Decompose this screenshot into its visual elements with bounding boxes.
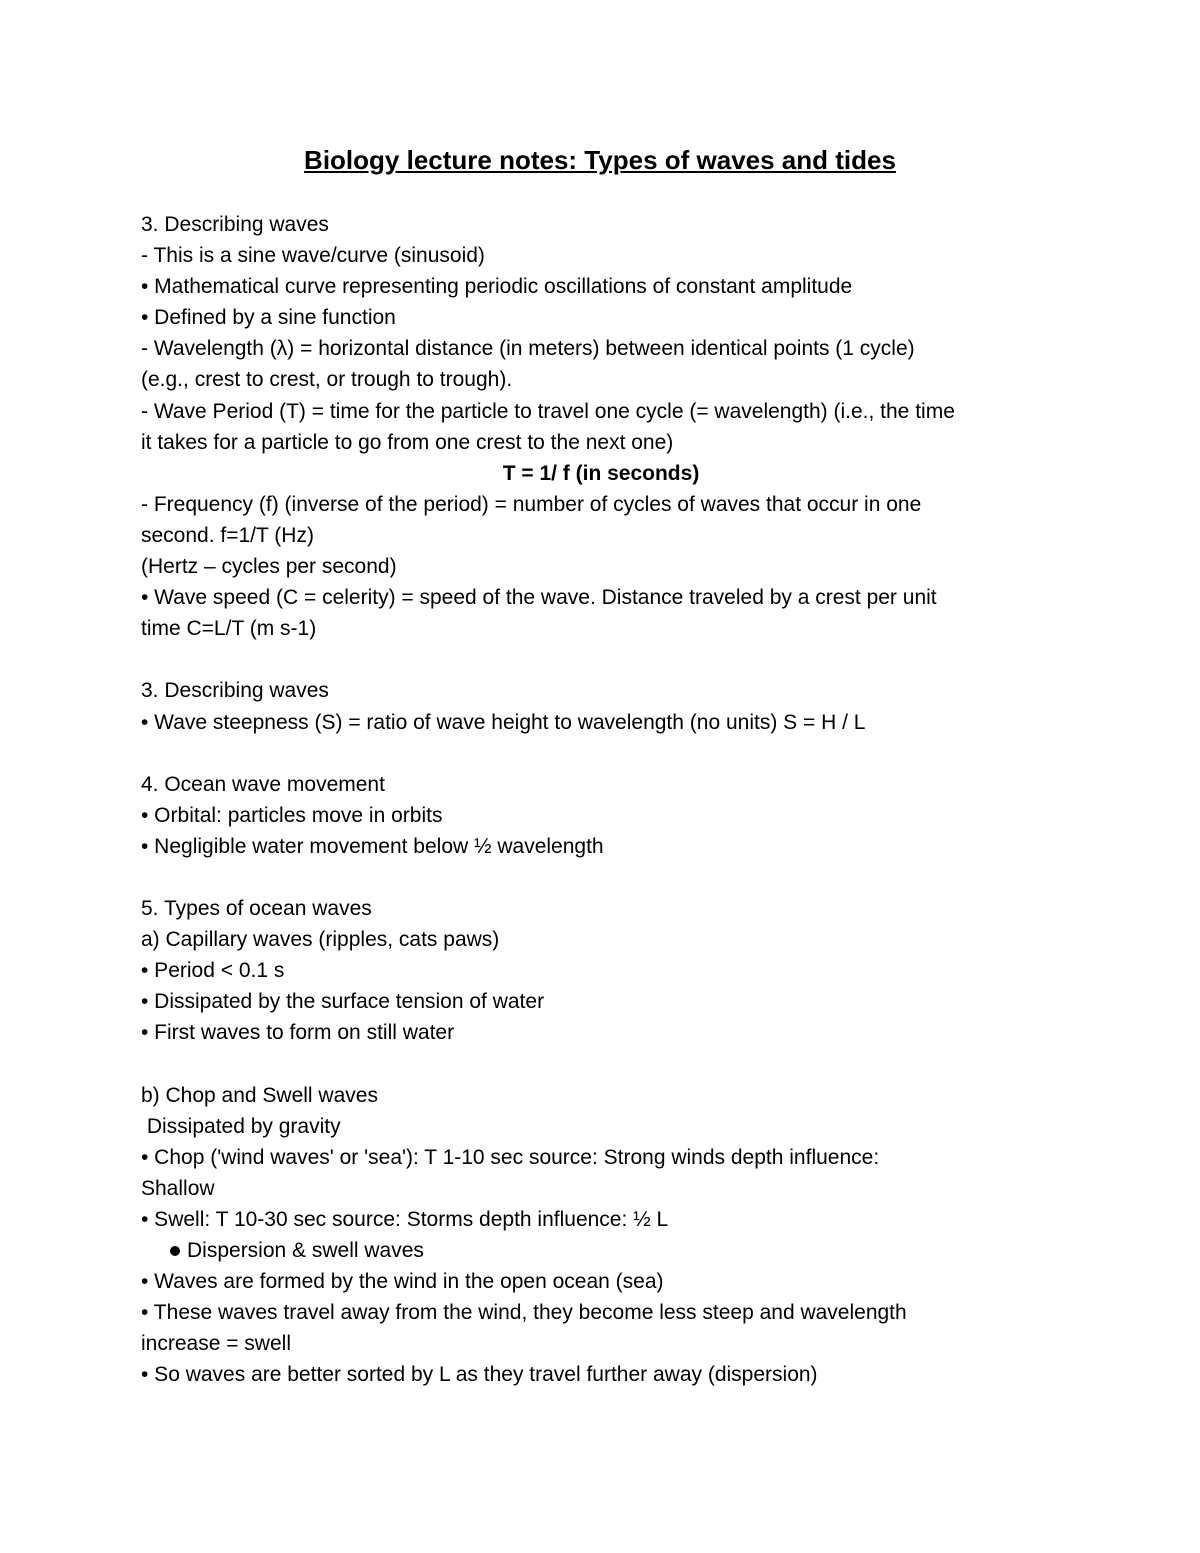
text-line: - Wave Period (T) = time for the particle to travel one cycle (= wavelength) (i.e., the time [141,399,955,423]
subsection-heading: a) Capillary waves (ripples, cats paws) [141,928,500,952]
text-line: second. f=1/T (Hz) [141,523,314,547]
text-line: (e.g., crest to crest, or trough to trough). [141,368,513,392]
subsection-heading: b) Chop and Swell waves [141,1083,378,1107]
bullet-line: • Negligible water movement below ½ wavelength [141,834,604,858]
bullet-line: • Wave steepness (S) = ratio of wave height to wavelength (no units) S = H / L [141,710,866,734]
blank-line [141,738,1061,769]
blank-line [141,1049,1061,1080]
bullet-line: • These waves travel away from the wind, they become less steep and wavelength [141,1301,907,1325]
bullet-line: • Defined by a sine function [141,306,396,330]
bullet-line: • Swell: T 10-30 sec source: Storms depth influence: ½ L [141,1208,669,1231]
bullet-line: • Waves are formed by the wind in the open ocean (sea) [141,1270,664,1294]
bullet-line: • First waves to form on still water [141,1021,455,1045]
bullet-line: • Period < 0.1 s [141,959,285,983]
bullet-dot-icon [170,1246,180,1256]
bullet-line: • Dissipated by the surface tension of water [141,990,545,1014]
text-line: it takes for a particle to go from one crest to the next one) [141,430,674,454]
bullet-line: • Mathematical curve representing periodic oscillations of constant amplitude [141,275,853,299]
section-heading: 3. Describing waves [141,679,329,703]
section-heading: 5. Types of ocean waves [141,897,372,921]
text-line: time C=L/T (m s-1) [141,617,317,641]
bullet-line: • Wave speed (C = celerity) = speed of the wave. Distance traveled by a crest per unit [141,586,937,610]
bullet-line: • Chop ('wind waves' or 'sea'): T 1-10 sec source: Strong winds depth influence: [141,1145,880,1169]
bullet-line: • Orbital: particles move in orbits [141,803,443,827]
document-title: Biology lecture notes: Types of waves and tides [304,145,896,175]
document-body [141,209,1061,1391]
section-heading: 4. Ocean wave movement [141,772,385,796]
round-bullet-text: Dispersion & swell waves [187,1239,424,1263]
section-heading: 3. Describing waves [141,213,329,236]
text-line: increase = swell [141,1332,291,1356]
text-line: Shallow [141,1176,215,1200]
text-line: (Hertz – cycles per second) [141,555,397,579]
bullet-line: • So waves are better sorted by L as they travel further away (dispersion) [141,1363,818,1387]
period-formula: T = 1/ f (in seconds) [502,461,700,485]
text-line: - This is a sine wave/curve (sinusoid) [141,244,485,268]
blank-line [141,644,1061,675]
text-line: - Wavelength (λ) = horizontal distance (in meters) between identical points (1 cycle) [141,337,915,361]
text-line: - Frequency (f) (inverse of the period) = number of cycles of waves that occur in one [141,492,922,516]
blank-line [141,862,1061,893]
round-bullet-item [141,1235,1061,1266]
text-line: Dissipated by gravity [141,1114,341,1138]
